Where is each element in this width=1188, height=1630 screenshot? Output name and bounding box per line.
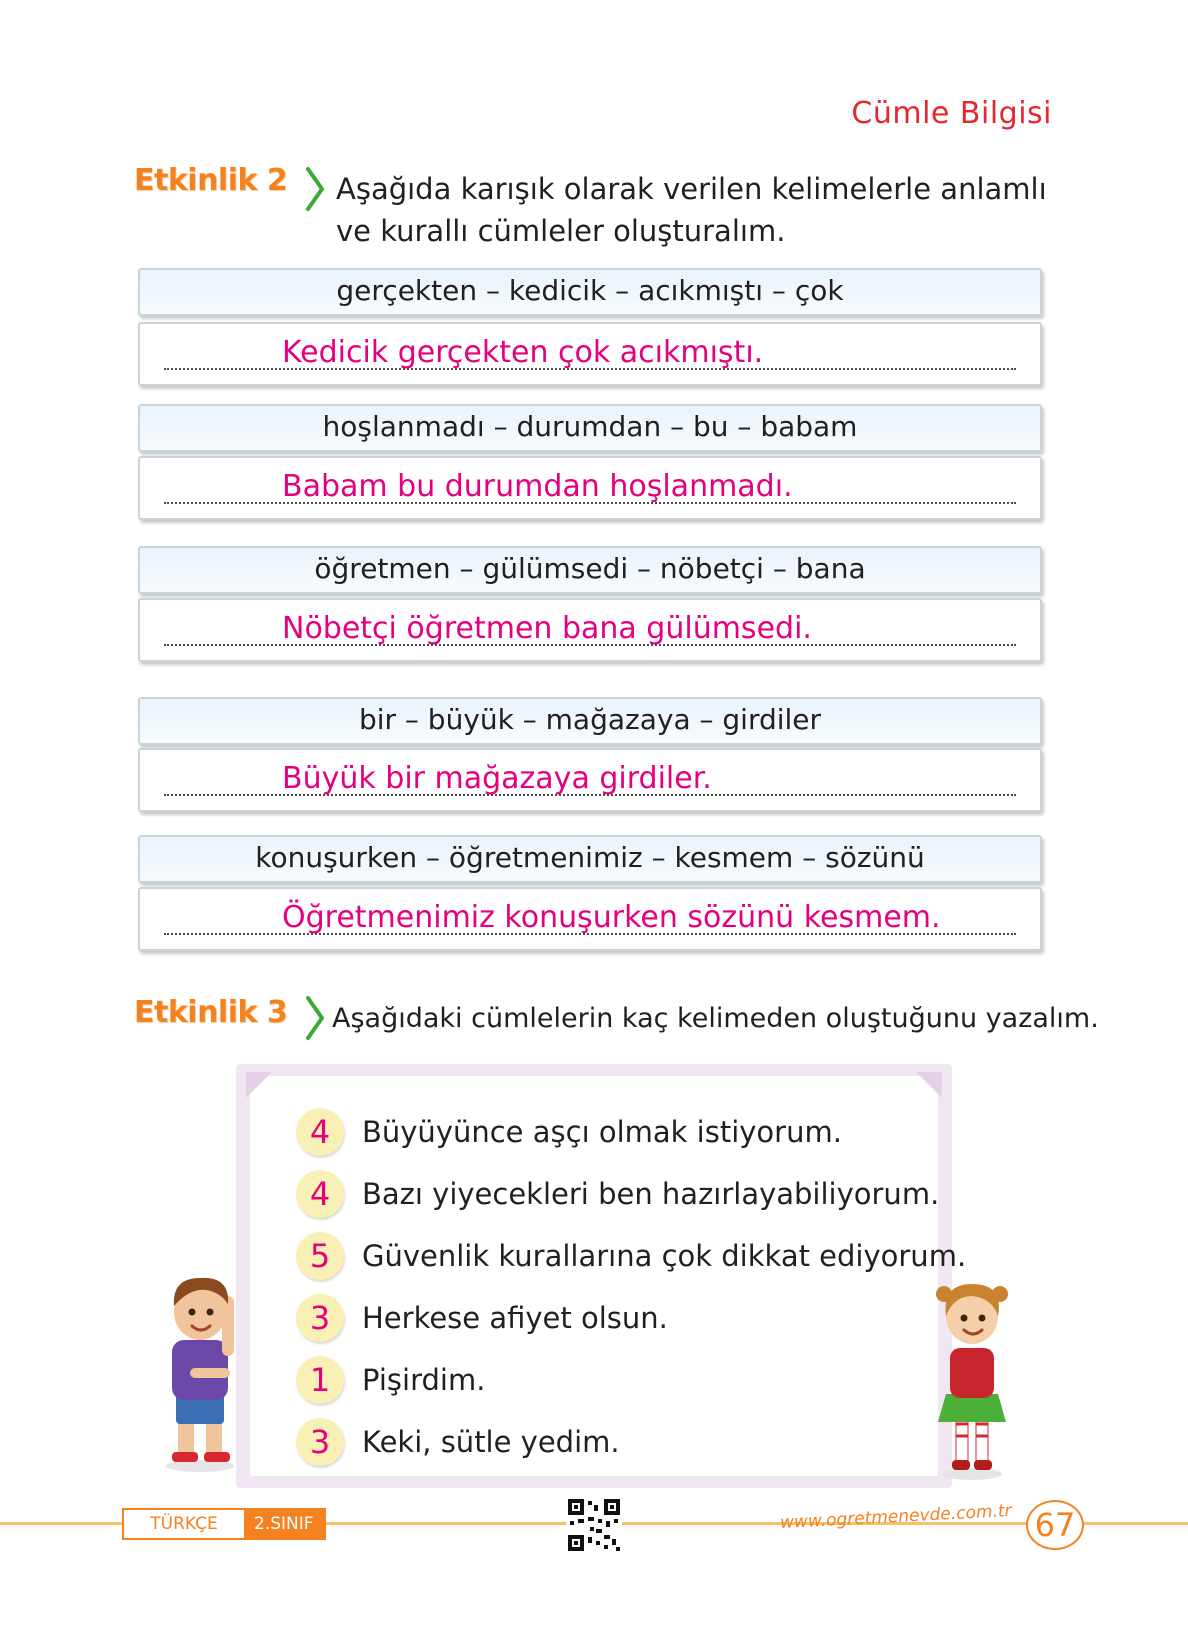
answer-box[interactable]: [138, 322, 1042, 386]
activity3-heading: Etkinlik 3: [134, 995, 288, 1030]
footer-url[interactable]: www.ogretmenevde.com.tr: [779, 1500, 1013, 1534]
answer-box[interactable]: [138, 456, 1042, 520]
word-box: öğretmen – gülümsedi – nöbetçi – bana: [138, 546, 1042, 594]
word-count-answer[interactable]: 3: [296, 1294, 344, 1342]
word-box: hoşlanmadı – durumdan – bu – babam: [138, 404, 1042, 452]
sentence-text: Büyüyünce aşçı olmak istiyorum.: [362, 1115, 842, 1149]
activity3-instruction: Aşağıdaki cümlelerin kaç kelimeden oluştuğunu yazalım.: [332, 1003, 1099, 1034]
activity2-instruction-line1: Aşağıda karışık olarak verilen kelimelerle anlamlı: [336, 172, 1047, 206]
girl-illustration: [922, 1262, 1022, 1482]
panel-corner: [916, 1072, 942, 1098]
answer-box[interactable]: [138, 748, 1042, 812]
word-box: bir – büyük – mağazaya – girdiler: [138, 697, 1042, 745]
panel-corner: [246, 1072, 272, 1098]
word-count-answer[interactable]: 4: [296, 1170, 344, 1218]
chevron-right-icon: [304, 166, 326, 212]
page-number: 67: [1026, 1500, 1084, 1550]
answer-text: Öğretmenimiz konuşurken sözünü kesmem.: [282, 900, 941, 935]
boy-illustration: [150, 1256, 250, 1476]
footer-grade: 2.SINIF: [244, 1510, 324, 1538]
activity2-instruction-line2: ve kurallı cümleler oluşturalım.: [336, 214, 786, 248]
word-box: konuşurken – öğretmenimiz – kesmem – sözünü: [138, 835, 1042, 883]
word-count-answer[interactable]: 1: [296, 1356, 344, 1404]
sentence-text: Herkese afiyet olsun.: [362, 1301, 668, 1335]
sentences-panel-inner: [250, 1076, 967, 1476]
word-count-answer[interactable]: 3: [296, 1418, 344, 1466]
answer-text: Kedicik gerçekten çok acıkmıştı.: [282, 335, 764, 370]
footer-subject: TÜRKÇE: [150, 1514, 218, 1534]
sentence-text: Güvenlik kurallarına çok dikkat ediyorum.: [362, 1239, 967, 1273]
answer-box[interactable]: [138, 887, 1042, 951]
answer-box[interactable]: [138, 598, 1042, 662]
qr-code-icon[interactable]: [566, 1497, 622, 1553]
word-box: gerçekten – kedicik – acıkmıştı – çok: [138, 268, 1042, 316]
footer-book-tag: [122, 1508, 326, 1540]
sentence-text: Keki, sütle yedim.: [362, 1425, 620, 1459]
answer-text: Büyük bir mağazaya girdiler.: [282, 761, 712, 796]
word-count-answer[interactable]: 5: [296, 1232, 344, 1280]
word-count-answer[interactable]: 4: [296, 1108, 344, 1156]
answer-text: Nöbetçi öğretmen bana gülümsedi.: [282, 611, 812, 646]
sentences-panel: [236, 1064, 967, 1488]
sentence-text: Bazı yiyecekleri ben hazırlayabiliyorum.: [362, 1177, 940, 1211]
sentence-text: Pişirdim.: [362, 1363, 486, 1397]
section-title: Cümle Bilgisi: [851, 96, 1052, 131]
chevron-right-icon: [304, 995, 326, 1041]
activity2-heading: Etkinlik 2: [134, 163, 288, 198]
answer-text: Babam bu durumdan hoşlanmadı.: [282, 469, 793, 504]
